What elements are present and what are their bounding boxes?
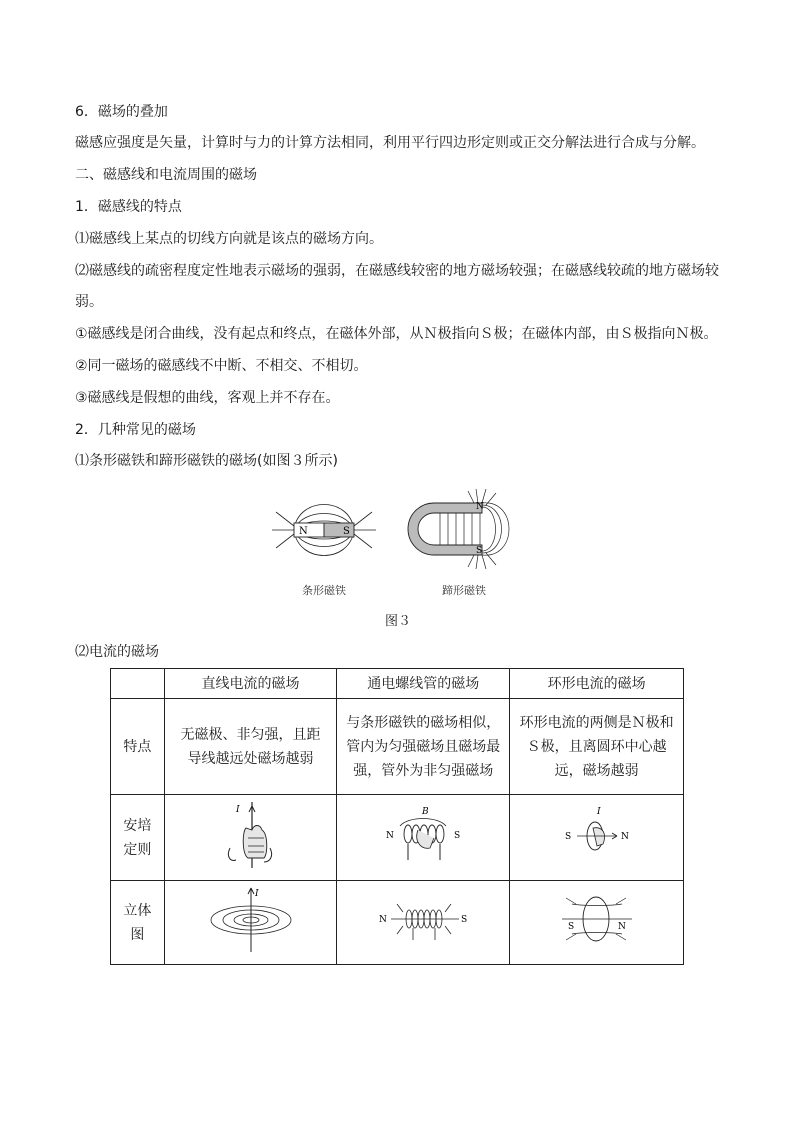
solenoid-3d-n: N — [379, 914, 388, 925]
cell-loop-3d — [510, 881, 684, 965]
subheading-magnets: ⑴条形磁铁和蹄形磁铁的磁场(如图３所示) — [75, 453, 338, 469]
cell-solenoid-features — [337, 699, 510, 795]
right-hand-straight-figure — [216, 798, 286, 870]
table-header-row — [111, 669, 684, 699]
bar-n-label: N — [299, 526, 308, 537]
right-hand-loop-figure — [557, 804, 637, 864]
cell-solenoid-ampere — [337, 795, 510, 881]
cell-text: 环形电流的两侧是Ｎ极和Ｓ极，且离圆环中心越远，磁场越弱 — [519, 714, 674, 779]
table-row-features — [111, 699, 684, 795]
right-hand-solenoid-figure — [378, 804, 468, 864]
current-label: I — [235, 804, 240, 815]
heading-section-two: 二、磁感线和电流周围的磁场 — [75, 167, 257, 183]
table-header-straight: 直线电流的磁场 — [164, 669, 337, 699]
straight-3d-figure — [206, 884, 296, 954]
row-label-features: 特点 — [111, 699, 165, 795]
solenoid-3d-figure — [373, 894, 473, 944]
cell-loop-features — [510, 699, 684, 795]
cell-solenoid-3d — [337, 881, 510, 965]
current-fields-table — [110, 668, 684, 965]
point-imaginary: ③磁感线是假想的曲线，客观上并不存在。 — [75, 390, 340, 406]
solenoid-s: S — [454, 830, 461, 841]
horseshoe-n-label: N — [476, 502, 484, 512]
cell-text: 无磁极、非匀强，且距导线越远处磁场越弱 — [180, 726, 321, 767]
table-header-empty — [111, 669, 165, 699]
bar-magnet-figure — [268, 490, 380, 570]
horseshoe-magnet-caption: 蹄形磁铁 — [442, 584, 486, 597]
cell-text: 与条形磁铁的磁场相似，管内为匀强磁场且磁场最强，管外为非匀强磁场 — [346, 714, 501, 779]
loop-n: N — [620, 831, 629, 842]
straight-3d-current: I — [254, 888, 259, 899]
row-label-3d — [111, 881, 165, 965]
row-label-ampere — [111, 795, 165, 881]
table-row-ampere — [111, 795, 684, 881]
cell-straight-features — [164, 699, 337, 795]
horseshoe-magnet-figure — [404, 487, 524, 573]
heading-common-fields: 2．几种常见的磁场 — [75, 422, 196, 438]
loop-s: S — [564, 831, 571, 842]
loop-current-label: I — [596, 806, 601, 817]
cell-text: 安培定则 — [123, 817, 152, 858]
horseshoe-s-label: S — [476, 546, 483, 556]
cell-loop-ampere — [510, 795, 684, 881]
point-closed-curve: ①磁感线是闭合曲线，没有起点和终点，在磁体外部，从Ｎ极指向Ｓ极；在磁体内部，由Ｓ极指向Ｎ极。 — [75, 326, 718, 342]
table-header-solenoid: 通电螺线管的磁场 — [337, 669, 510, 699]
bar-s-label: S — [343, 526, 350, 537]
field-label: B — [422, 806, 429, 817]
subheading-current-fields: ⑵电流的磁场 — [75, 644, 159, 660]
paragraph-vector: 磁感应强度是矢量，计算时与力的计算方法相同，利用平行四边形定则或正交分解法进行合成与分解。 — [75, 135, 705, 151]
loop-3d-figure — [552, 884, 642, 954]
point-density-b: 弱。 — [75, 294, 103, 310]
point-no-intersect: ②同一磁场的磁感线不中断、不相交、不相切。 — [75, 358, 368, 374]
heading-superposition: 6．磁场的叠加 — [75, 104, 168, 120]
table-row-3d — [111, 881, 684, 965]
cell-straight-3d — [164, 881, 337, 965]
table-header-loop: 环形电流的磁场 — [510, 669, 684, 699]
solenoid-n: N — [386, 830, 395, 841]
cell-text: 立体图 — [123, 902, 152, 943]
figure-3-label: 图３ — [385, 614, 412, 629]
cell-straight-ampere — [164, 795, 337, 881]
loop-3d-s: S — [567, 921, 574, 932]
solenoid-3d-s: S — [461, 914, 468, 925]
point-tangent: ⑴磁感线上某点的切线方向就是该点的磁场方向。 — [75, 231, 383, 247]
loop-3d-n: N — [617, 921, 626, 932]
bar-magnet-caption: 条形磁铁 — [302, 584, 346, 597]
point-density-a: ⑵磁感线的疏密程度定性地表示磁场的强弱，在磁感线较密的地方磁场较强；在磁感线较疏的地方磁场较 — [75, 263, 719, 279]
heading-field-line-features: 1．磁感线的特点 — [75, 199, 182, 215]
